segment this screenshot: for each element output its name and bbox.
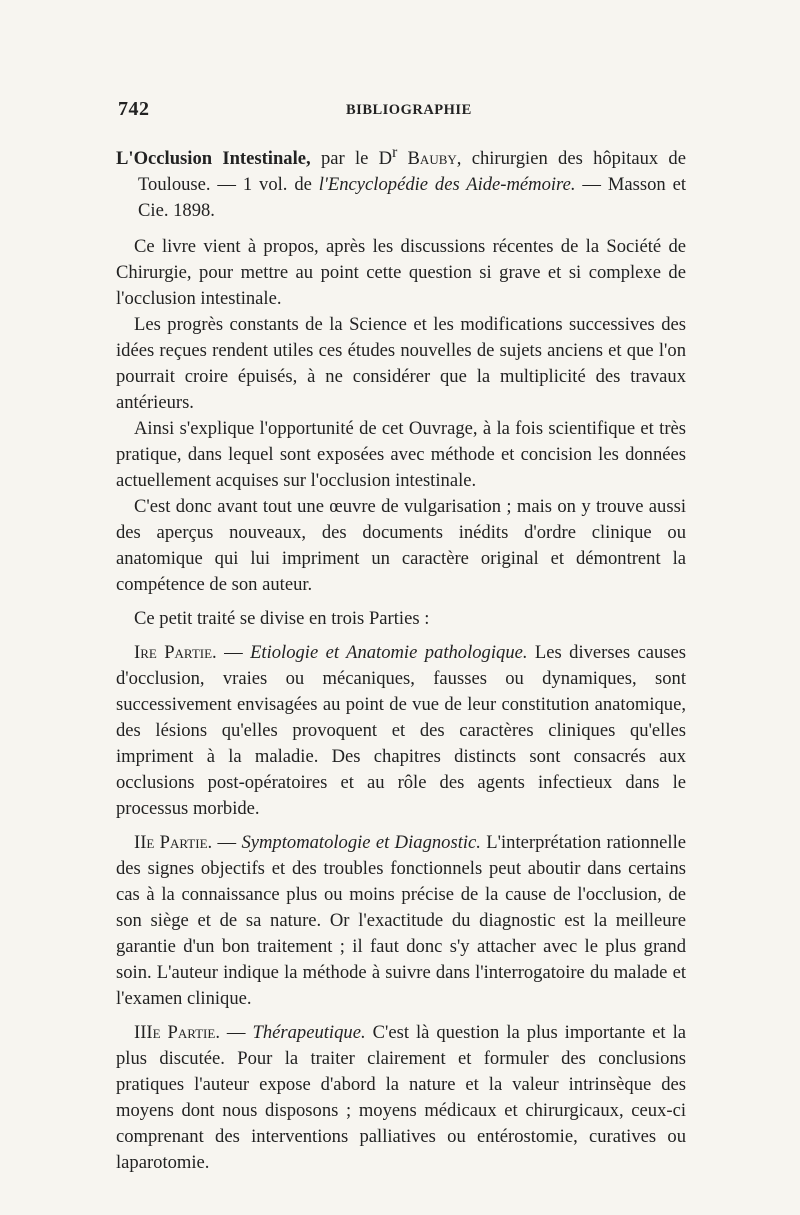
part-3-paragraph	[116, 1020, 686, 1176]
entry-dr-sup: r	[392, 144, 398, 161]
part-3-lead: IIIe Partie. —	[134, 1022, 253, 1044]
paragraph-progress: Les progrès constants de la Science et les modifications successives des idées reçues rendent utiles ces études nouvelles de sujets anciens et que l'on pourrait croire épuisés, à ne considérer que la multiplicité des travaux antérieurs.	[116, 314, 686, 414]
entry-title: L'Occlusion Intestinale,	[116, 148, 311, 170]
part-2-lead: IIe Partie. —	[134, 832, 242, 854]
part-2-title: Symptomatologie et Diagnostic.	[241, 832, 481, 854]
part-3-title: Thérapeutique.	[252, 1022, 366, 1044]
paragraph-division: Ce petit traité se divise en trois Parties :	[134, 608, 430, 630]
part-2-paragraph	[116, 830, 686, 1012]
page-number: 742	[118, 98, 150, 120]
paragraph-intro: Ce livre vient à propos, après les discussions récentes de la Société de Chirurgie, pour mettre au point cette question si grave et si complexe de l'occlusion intestinale.	[116, 236, 686, 310]
part-1-title: Etiologie et Anatomie pathologique.	[250, 642, 528, 664]
paragraph-vulgarisation: C'est donc avant tout une œuvre de vulgarisation ; mais on y trouve aussi des aperçus nouveaux, des documents inédits d'ordre clinique ou anatomique qui lui impriment un caractère original et démontrent la compétence de son auteur.	[116, 496, 686, 596]
bibliographic-entry	[116, 140, 686, 224]
entry-text-1: par le D	[310, 148, 393, 170]
article-body	[116, 140, 686, 1176]
entry-series: l'Encyclopédie des Aide-mémoire.	[318, 174, 576, 196]
paragraph-opportunity: Ainsi s'explique l'opportunité de cet Ouvrage, à la fois scientifique et très pratique, dans lequel sont exposées avec méthode et concision les données actuellement acquises sur l'occlusion intestinale.	[116, 418, 686, 492]
part-1-lead: Ire Partie. —	[134, 642, 251, 664]
entry-author: Bauby,	[397, 148, 462, 170]
page-header	[118, 98, 698, 126]
part-1-paragraph	[116, 640, 686, 822]
part-1-text: Les diverses causes d'occlusion, vraies ou mécaniques, fausses ou dynamiques, sont successivement envisagées au point de vue de leur constitution anatomique, des lésions qu'elles provoquent et des caractères cliniques qu'elles impriment à la maladie. Des chapitres distincts sont consacrés aux occlusions post-opératoires et au rôle des agents infectieux dans le processus morbide.	[116, 642, 687, 820]
part-2-text: L'interprétation rationnelle des signes objectifs et des troubles fonctionnels peut aboutir dans certains cas à la connaissance plus ou moins précise de la cause de l'occlusion, de son siège et de sa nature. Or l'exactitude du diagnostic est la meilleure garantie d'un bon traitement ; il faut donc s'y attacher avec le plus grand soin. L'auteur indique la méthode à suivre dans l'interrogatoire du malade et l'examen clinique.	[116, 832, 687, 1010]
entry-text-3: — Masson et Cie. 1898.	[138, 174, 686, 222]
entry-text-2: chirurgien des hôpitaux de Toulouse. — 1 vol. de	[138, 148, 686, 196]
running-title: BIBLIOGRAPHIE	[346, 102, 472, 118]
part-3-text: C'est là question la plus importante et la plus discutée. Pour la traiter clairement et formuler des conclusions pratiques l'auteur expose d'abord la nature et la valeur intrinsèque des moyens dont nous disposons ; moyens médicaux et chirurgicaux, ceux-ci comprenant des interventions palliatives ou entérostomie, curatives ou laparotomie.	[116, 1022, 686, 1174]
